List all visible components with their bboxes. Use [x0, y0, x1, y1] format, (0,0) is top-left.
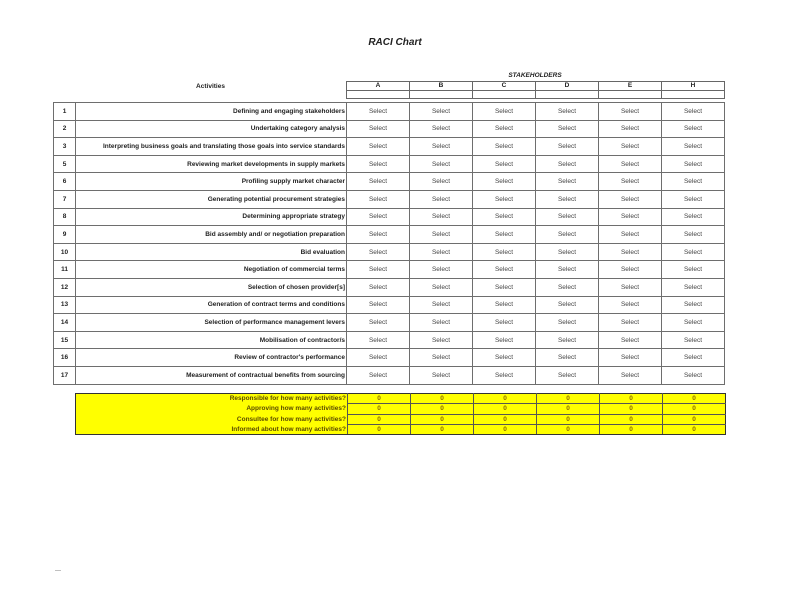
- raci-select-cell-h[interactable]: Select: [662, 314, 725, 332]
- summary-row: [76, 424, 726, 434]
- stakeholder-header-blank: [599, 91, 662, 99]
- table-row: [54, 138, 725, 156]
- raci-select-cell-b[interactable]: Select: [410, 261, 473, 279]
- activity-number: 8: [54, 208, 76, 226]
- raci-select-cell-b[interactable]: Select: [410, 138, 473, 156]
- raci-select-cell-c[interactable]: Select: [473, 243, 536, 261]
- raci-select-cell-c[interactable]: Select: [473, 138, 536, 156]
- raci-select-cell-d[interactable]: Select: [536, 173, 599, 191]
- summary-count-a: 0: [348, 404, 411, 414]
- raci-select-cell-h[interactable]: Select: [662, 296, 725, 314]
- raci-select-cell-c[interactable]: Select: [473, 261, 536, 279]
- summary-count-e: 0: [600, 424, 663, 434]
- activity-number: 5: [54, 155, 76, 173]
- raci-select-cell-c[interactable]: Select: [473, 190, 536, 208]
- activity-label: Determining appropriate strategy: [76, 208, 347, 226]
- stakeholder-header-h: H: [662, 82, 725, 91]
- raci-select-cell-b[interactable]: Select: [410, 331, 473, 349]
- raci-select-cell-d[interactable]: Select: [536, 331, 599, 349]
- raci-select-cell-a[interactable]: Select: [347, 173, 410, 191]
- raci-select-cell-e[interactable]: Select: [599, 138, 662, 156]
- stakeholder-header-a: A: [347, 82, 410, 91]
- raci-select-cell-e[interactable]: Select: [599, 103, 662, 121]
- summary-count-a: 0: [348, 414, 411, 424]
- raci-select-cell-b[interactable]: Select: [410, 190, 473, 208]
- raci-select-cell-d[interactable]: Select: [536, 243, 599, 261]
- summary-count-h: 0: [663, 394, 726, 404]
- raci-select-cell-h[interactable]: Select: [662, 190, 725, 208]
- table-row: [54, 155, 725, 173]
- table-row: [54, 120, 725, 138]
- summary-count-e: 0: [600, 404, 663, 414]
- raci-select-cell-h[interactable]: Select: [662, 103, 725, 121]
- activity-label: Generating potential procurement strategies: [76, 190, 347, 208]
- summary-count-a: 0: [348, 424, 411, 434]
- raci-select-cell-b[interactable]: Select: [410, 155, 473, 173]
- raci-select-cell-e[interactable]: Select: [599, 190, 662, 208]
- summary-count-d: 0: [537, 404, 600, 414]
- summary-count-b: 0: [411, 394, 474, 404]
- raci-select-cell-h[interactable]: Select: [662, 120, 725, 138]
- activity-label: Interpreting business goals and translating those goals into service standards: [76, 138, 347, 156]
- activity-number: 15: [54, 331, 76, 349]
- raci-select-cell-a[interactable]: Select: [347, 366, 410, 384]
- raci-select-cell-h[interactable]: Select: [662, 138, 725, 156]
- activity-number: 9: [54, 226, 76, 244]
- raci-select-cell-d[interactable]: Select: [536, 261, 599, 279]
- activity-number: 3: [54, 138, 76, 156]
- raci-select-cell-b[interactable]: Select: [410, 243, 473, 261]
- raci-select-cell-e[interactable]: Select: [599, 349, 662, 367]
- summary-count-a: 0: [348, 394, 411, 404]
- stakeholder-header-table: [346, 81, 725, 99]
- raci-select-cell-a[interactable]: Select: [347, 138, 410, 156]
- raci-select-cell-d[interactable]: Select: [536, 208, 599, 226]
- raci-select-cell-d[interactable]: Select: [536, 120, 599, 138]
- summary-row: [76, 404, 726, 414]
- raci-select-cell-c[interactable]: Select: [473, 120, 536, 138]
- raci-select-cell-c[interactable]: Select: [473, 226, 536, 244]
- raci-select-cell-c[interactable]: Select: [473, 278, 536, 296]
- raci-select-cell-e[interactable]: Select: [599, 155, 662, 173]
- raci-select-cell-a[interactable]: Select: [347, 120, 410, 138]
- summary-question: Informed about how many activities?: [76, 424, 348, 434]
- summary-count-e: 0: [600, 394, 663, 404]
- raci-select-cell-e[interactable]: Select: [599, 261, 662, 279]
- raci-select-cell-e[interactable]: Select: [599, 278, 662, 296]
- table-row: [54, 103, 725, 121]
- activity-label: Selection of performance management levers: [76, 314, 347, 332]
- raci-select-cell-b[interactable]: Select: [410, 314, 473, 332]
- raci-select-cell-a[interactable]: Select: [347, 278, 410, 296]
- activity-label: Measurement of contractual benefits from sourcing: [76, 366, 347, 384]
- table-row: [54, 278, 725, 296]
- table-row: [54, 366, 725, 384]
- table-row: [54, 208, 725, 226]
- summary-row: [76, 414, 726, 424]
- activity-number: 11: [54, 261, 76, 279]
- raci-select-cell-a[interactable]: Select: [347, 243, 410, 261]
- summary-count-b: 0: [411, 404, 474, 414]
- raci-select-cell-e[interactable]: Select: [599, 173, 662, 191]
- table-row: [54, 226, 725, 244]
- activity-label: Profiling supply market character: [76, 173, 347, 191]
- raci-select-cell-d[interactable]: Select: [536, 103, 599, 121]
- raci-select-cell-e[interactable]: Select: [599, 226, 662, 244]
- raci-select-cell-h[interactable]: Select: [662, 278, 725, 296]
- stakeholder-header-b: B: [410, 82, 473, 91]
- raci-select-cell-d[interactable]: Select: [536, 349, 599, 367]
- summary-question: Consultee for how many activities?: [76, 414, 348, 424]
- activity-number: 6: [54, 173, 76, 191]
- table-row: [54, 331, 725, 349]
- raci-select-cell-h[interactable]: Select: [662, 331, 725, 349]
- summary-count-d: 0: [537, 424, 600, 434]
- summary-question: Approving how many activities?: [76, 404, 348, 414]
- table-row: [54, 314, 725, 332]
- table-row: [54, 173, 725, 191]
- raci-select-cell-b[interactable]: Select: [410, 120, 473, 138]
- raci-select-cell-h[interactable]: Select: [662, 366, 725, 384]
- raci-select-cell-b[interactable]: Select: [410, 349, 473, 367]
- summary-count-h: 0: [663, 424, 726, 434]
- page-footer-mark: ▬▬: [55, 568, 61, 572]
- summary-count-b: 0: [411, 424, 474, 434]
- raci-select-cell-a[interactable]: Select: [347, 261, 410, 279]
- raci-select-cell-d[interactable]: Select: [536, 296, 599, 314]
- raci-select-cell-a[interactable]: Select: [347, 103, 410, 121]
- table-row: [54, 243, 725, 261]
- raci-select-cell-b[interactable]: Select: [410, 173, 473, 191]
- raci-select-cell-a[interactable]: Select: [347, 208, 410, 226]
- activity-number: 2: [54, 120, 76, 138]
- raci-select-cell-a[interactable]: Select: [347, 226, 410, 244]
- activity-label: Defining and engaging stakeholders: [76, 103, 347, 121]
- raci-select-cell-b[interactable]: Select: [410, 278, 473, 296]
- raci-select-cell-a[interactable]: Select: [347, 190, 410, 208]
- raci-select-cell-d[interactable]: Select: [536, 155, 599, 173]
- stakeholder-header-blank: [536, 91, 599, 99]
- raci-select-cell-a[interactable]: Select: [347, 349, 410, 367]
- raci-select-cell-d[interactable]: Select: [536, 366, 599, 384]
- raci-select-cell-h[interactable]: Select: [662, 349, 725, 367]
- activity-label: Reviewing market developments in supply markets: [76, 155, 347, 173]
- summary-count-c: 0: [474, 424, 537, 434]
- raci-select-cell-c[interactable]: Select: [473, 349, 536, 367]
- summary-count-c: 0: [474, 414, 537, 424]
- summary-count-h: 0: [663, 414, 726, 424]
- raci-select-cell-c[interactable]: Select: [473, 366, 536, 384]
- stakeholder-header-blank: [662, 91, 725, 99]
- activity-number: 17: [54, 366, 76, 384]
- stakeholder-header-blank: [347, 91, 410, 99]
- raci-select-cell-e[interactable]: Select: [599, 331, 662, 349]
- raci-select-cell-b[interactable]: Select: [410, 366, 473, 384]
- raci-select-cell-e[interactable]: Select: [599, 296, 662, 314]
- table-row: [54, 296, 725, 314]
- activity-number: 12: [54, 278, 76, 296]
- raci-select-cell-e[interactable]: Select: [599, 314, 662, 332]
- raci-select-cell-b[interactable]: Select: [410, 103, 473, 121]
- table-row: [54, 190, 725, 208]
- activity-label: Review of contractor's performance: [76, 349, 347, 367]
- raci-select-cell-a[interactable]: Select: [347, 155, 410, 173]
- stakeholder-header-e: E: [599, 82, 662, 91]
- raci-select-cell-c[interactable]: Select: [473, 208, 536, 226]
- raci-select-cell-d[interactable]: Select: [536, 138, 599, 156]
- activity-number: 7: [54, 190, 76, 208]
- raci-select-cell-e[interactable]: Select: [599, 243, 662, 261]
- summary-count-e: 0: [600, 414, 663, 424]
- summary-count-c: 0: [474, 394, 537, 404]
- summary-count-b: 0: [411, 414, 474, 424]
- raci-select-cell-h[interactable]: Select: [662, 261, 725, 279]
- table-row: [54, 261, 725, 279]
- raci-select-cell-c[interactable]: Select: [473, 155, 536, 173]
- summary-count-d: 0: [537, 414, 600, 424]
- activity-number: 13: [54, 296, 76, 314]
- raci-select-cell-h[interactable]: Select: [662, 208, 725, 226]
- activities-heading: Activities: [196, 83, 225, 90]
- raci-select-cell-c[interactable]: Select: [473, 296, 536, 314]
- raci-select-cell-b[interactable]: Select: [410, 296, 473, 314]
- summary-count-d: 0: [537, 394, 600, 404]
- table-row: [54, 349, 725, 367]
- raci-select-cell-h[interactable]: Select: [662, 173, 725, 191]
- raci-select-cell-c[interactable]: Select: [473, 103, 536, 121]
- raci-select-cell-e[interactable]: Select: [599, 208, 662, 226]
- raci-select-cell-d[interactable]: Select: [536, 190, 599, 208]
- raci-select-cell-a[interactable]: Select: [347, 331, 410, 349]
- summary-question: Responsible for how many activities?: [76, 394, 348, 404]
- raci-table: [53, 102, 725, 385]
- activity-label: Selection of chosen provider[s]: [76, 278, 347, 296]
- summary-row: [76, 394, 726, 404]
- raci-select-cell-h[interactable]: Select: [662, 243, 725, 261]
- raci-select-cell-d[interactable]: Select: [536, 278, 599, 296]
- stakeholder-header-c: C: [473, 82, 536, 91]
- raci-select-cell-a[interactable]: Select: [347, 296, 410, 314]
- raci-select-cell-c[interactable]: Select: [473, 173, 536, 191]
- raci-select-cell-a[interactable]: Select: [347, 314, 410, 332]
- activity-label: Bid assembly and/ or negotiation preparation: [76, 226, 347, 244]
- activity-label: Negotiation of commercial terms: [76, 261, 347, 279]
- activity-label: Mobilisation of contractor/s: [76, 331, 347, 349]
- summary-count-c: 0: [474, 404, 537, 414]
- raci-select-cell-d[interactable]: Select: [536, 226, 599, 244]
- activity-number: 10: [54, 243, 76, 261]
- activity-number: 16: [54, 349, 76, 367]
- activity-label: Bid evaluation: [76, 243, 347, 261]
- stakeholder-header-d: D: [536, 82, 599, 91]
- activity-number: 1: [54, 103, 76, 121]
- activity-label: Undertaking category analysis: [76, 120, 347, 138]
- raci-select-cell-b[interactable]: Select: [410, 226, 473, 244]
- raci-select-cell-h[interactable]: Select: [662, 155, 725, 173]
- raci-select-cell-e[interactable]: Select: [599, 366, 662, 384]
- raci-select-cell-d[interactable]: Select: [536, 314, 599, 332]
- raci-select-cell-h[interactable]: Select: [662, 226, 725, 244]
- raci-select-cell-e[interactable]: Select: [599, 120, 662, 138]
- summary-count-h: 0: [663, 404, 726, 414]
- stakeholder-header-blank: [410, 91, 473, 99]
- raci-select-cell-c[interactable]: Select: [473, 331, 536, 349]
- raci-select-cell-c[interactable]: Select: [473, 314, 536, 332]
- page-title: RACI Chart: [368, 37, 422, 48]
- stakeholder-header-blank: [473, 91, 536, 99]
- raci-select-cell-b[interactable]: Select: [410, 208, 473, 226]
- stakeholders-heading: STAKEHOLDERS: [508, 72, 562, 79]
- activity-label: Generation of contract terms and conditions: [76, 296, 347, 314]
- activity-number: 14: [54, 314, 76, 332]
- summary-table: [75, 393, 726, 435]
